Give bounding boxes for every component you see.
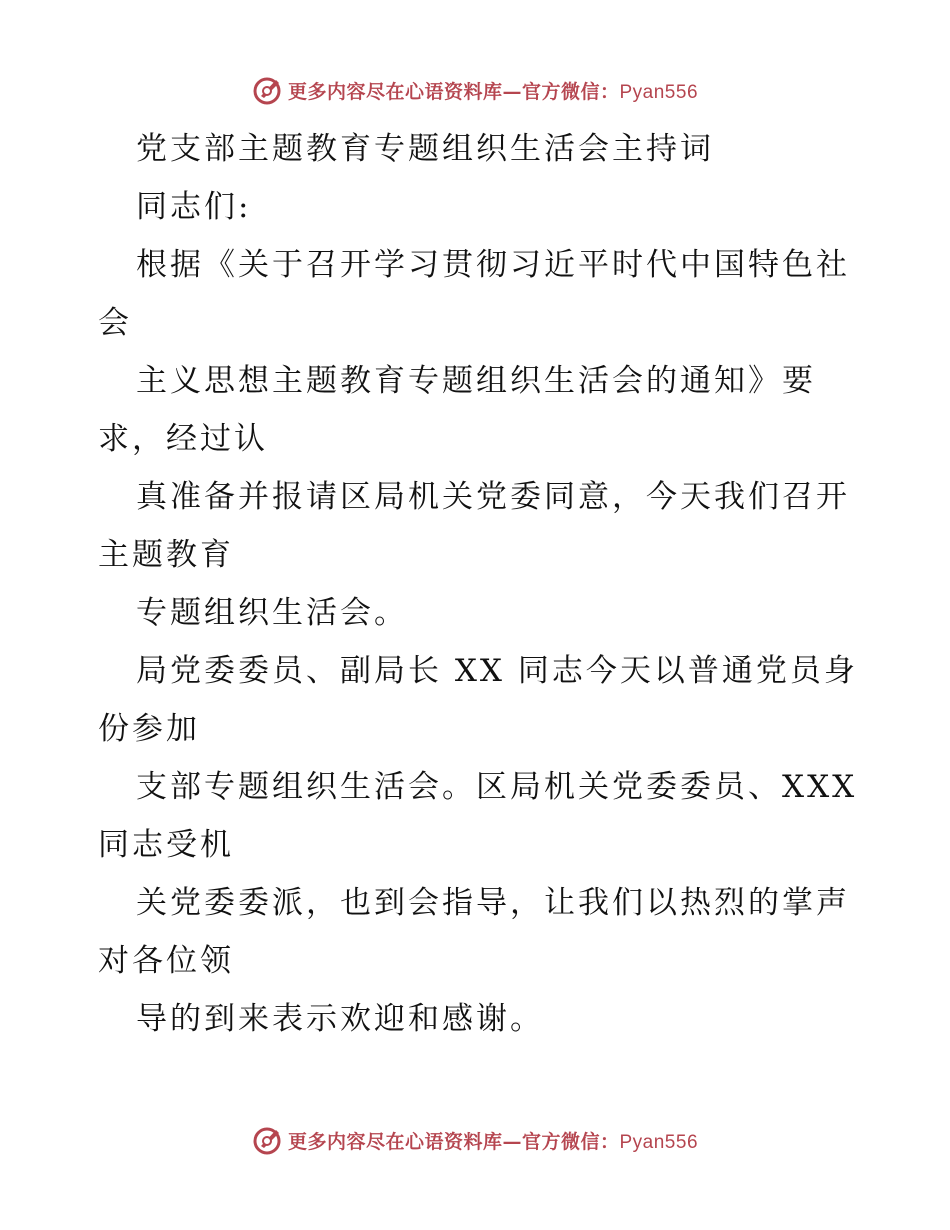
watermark-prefix: 更多内容尽在心语资料库—官方微信： <box>287 80 620 103</box>
paragraph-line: 主义思想主题教育专题组织生活会的通知》要 <box>136 363 816 399</box>
paragraph-line: 份参加 <box>98 711 200 747</box>
paragraph-line: 根据《关于召开学习贯彻习近平时代中国特色社 <box>136 247 850 283</box>
watermark-prefix: 更多内容尽在心语资料库—官方微信： <box>287 1130 620 1153</box>
paragraph-line: 同志受机 <box>98 827 234 863</box>
paragraph-line: 导的到来表示欢迎和感谢。 <box>136 1001 544 1037</box>
paragraph-line: 真准备并报请区局机关党委同意，今天我们召开 <box>136 479 850 515</box>
paragraph-line: 关党委委派，也到会指导，让我们以热烈的掌声 <box>136 885 850 921</box>
paragraph-line: 求，经过认 <box>98 421 268 457</box>
paragraph-line: 主题教育 <box>98 537 234 573</box>
document-body <box>98 120 858 1048</box>
footer-watermark <box>0 1120 950 1160</box>
document-title: 党支部主题教育专题组织生活会主持词 <box>136 131 714 167</box>
watermark-wechat-id: Pyan556 <box>619 1131 699 1153</box>
watermark-wechat-id: Pyan556 <box>619 81 699 103</box>
quill-logo-icon <box>252 1124 284 1156</box>
header-watermark <box>0 70 950 110</box>
salutation: 同志们: <box>136 189 252 225</box>
watermark-text <box>288 1127 698 1154</box>
paragraph-line: 支部专题组织生活会。区局机关党委委员、XXX <box>136 769 858 805</box>
paragraph-line: 专题组织生活会。 <box>136 595 408 631</box>
paragraph-line: 会 <box>98 305 132 341</box>
watermark-text <box>288 77 698 104</box>
paragraph-line: 对各位领 <box>98 943 234 979</box>
paragraph-line: 局党委委员、副局长 XX 同志今天以普通党员身 <box>136 653 858 689</box>
quill-logo-icon <box>252 74 284 106</box>
